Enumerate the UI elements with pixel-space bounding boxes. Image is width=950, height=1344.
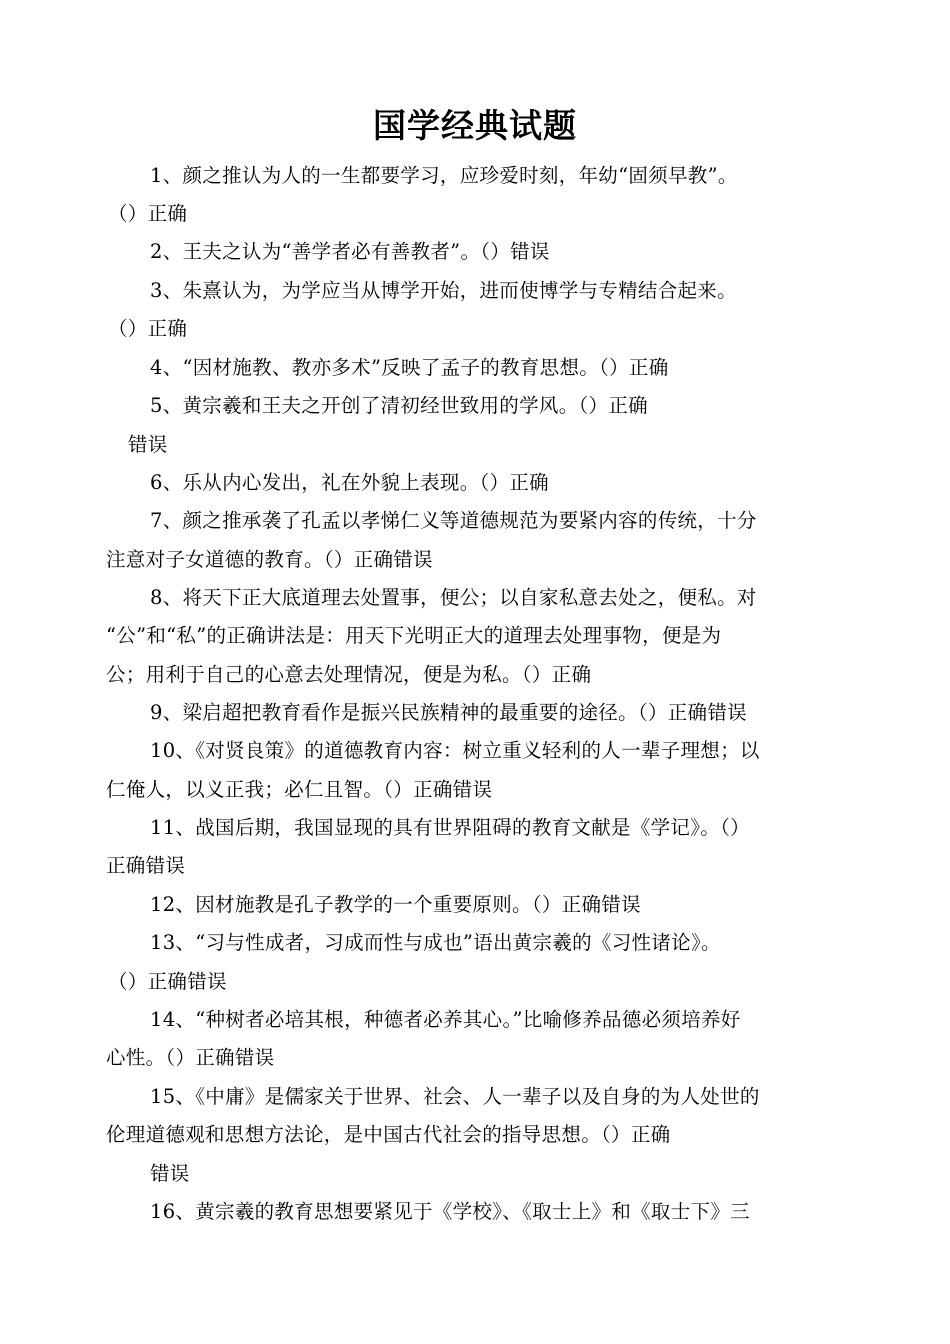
question-7-line-1: 7、颜之推承袭了孔孟以孝悌仁义等道德规范为要紧内容的传统，十分 [150,509,757,532]
question-3-line-1: 3、朱熹认为，为学应当从博学开始，进而使博学与专精结合起来。 [150,279,737,302]
question-14-line-1: 14、“种树者必培其根，种德者必养其心。”比喻修养品德必须培养好 [150,1008,741,1031]
question-15-answer: 错误 [150,1162,190,1185]
question-10-line-1: 10、《对贤良策》的道德教育内容：树立重义轻利的人一辈子理想；以 [150,739,760,762]
question-8-line-2: “公”和“私”的正确讲法是：用天下光明正大的道理去处理事物，便是为 [106,624,722,647]
question-16-line-1: 16、黄宗羲的教育思想要紧见于《学校》、《取士上》和《取士下》三 [150,1200,750,1223]
question-11-line-1: 11、战国后期，我国显现的具有世界阻碍的教育文献是《学记》。（） [150,816,750,839]
question-7-line-2: 注意对子女道德的教育。（）正确错误 [106,548,433,571]
question-12-line: 12、因材施教是孔子教学的一个重要原则。（）正确错误 [150,893,641,916]
question-14-line-2: 心性。（）正确错误 [106,1046,275,1069]
question-6-line: 6、乐从内心发出，礼在外貌上表现。（）正确 [150,471,549,494]
question-13-line-1: 13、“习与性成者，习成而性与成也”语出黄宗羲的《习性诸论》。 [150,931,721,954]
question-13-answer: （）正确错误 [108,970,227,993]
question-8-line-3: 公；用利于自己的心意去处理情况，便是为私。（）正确 [106,663,592,686]
question-15-line-2: 伦理道德观和思想方法论，是中国古代社会的指导思想。（）正确 [106,1123,671,1146]
question-11-line-2: 正确错误 [106,854,186,877]
question-1-answer: （）正确 [108,202,188,225]
question-3-answer: （）正确 [108,317,188,340]
question-9-line: 9、梁启超把教育看作是振兴民族精神的最重要的途径。（）正确错误 [150,701,747,724]
question-10-line-2: 仁俺人，以义正我；必仁且智。（）正确错误 [106,778,493,801]
question-15-line-1: 15、《中庸》是儒家关于世界、社会、人一辈子以及自身的为人处世的 [150,1085,760,1108]
question-2-line: 2、王夫之认为“善学者必有善教者”。（）错误 [150,240,550,263]
document-title: 国学经典试题 [373,106,577,145]
question-4-line: 4、“因材施教、教亦多术”反映了孟子的教育思想。（）正确 [150,356,669,379]
question-5-line: 5、黄宗羲和王夫之开创了清初经世致用的学风。（）正确 [150,394,648,417]
question-1-line-1: 1、颜之推认为人的一生都要学习，应珍爱时刻，年幼“固须早教”。 [150,164,738,187]
question-8-line-1: 8、将天下正大底道理去处置事，便公；以自家私意去处之，便私。对 [150,586,757,609]
question-5-answer: 错误 [128,433,168,456]
